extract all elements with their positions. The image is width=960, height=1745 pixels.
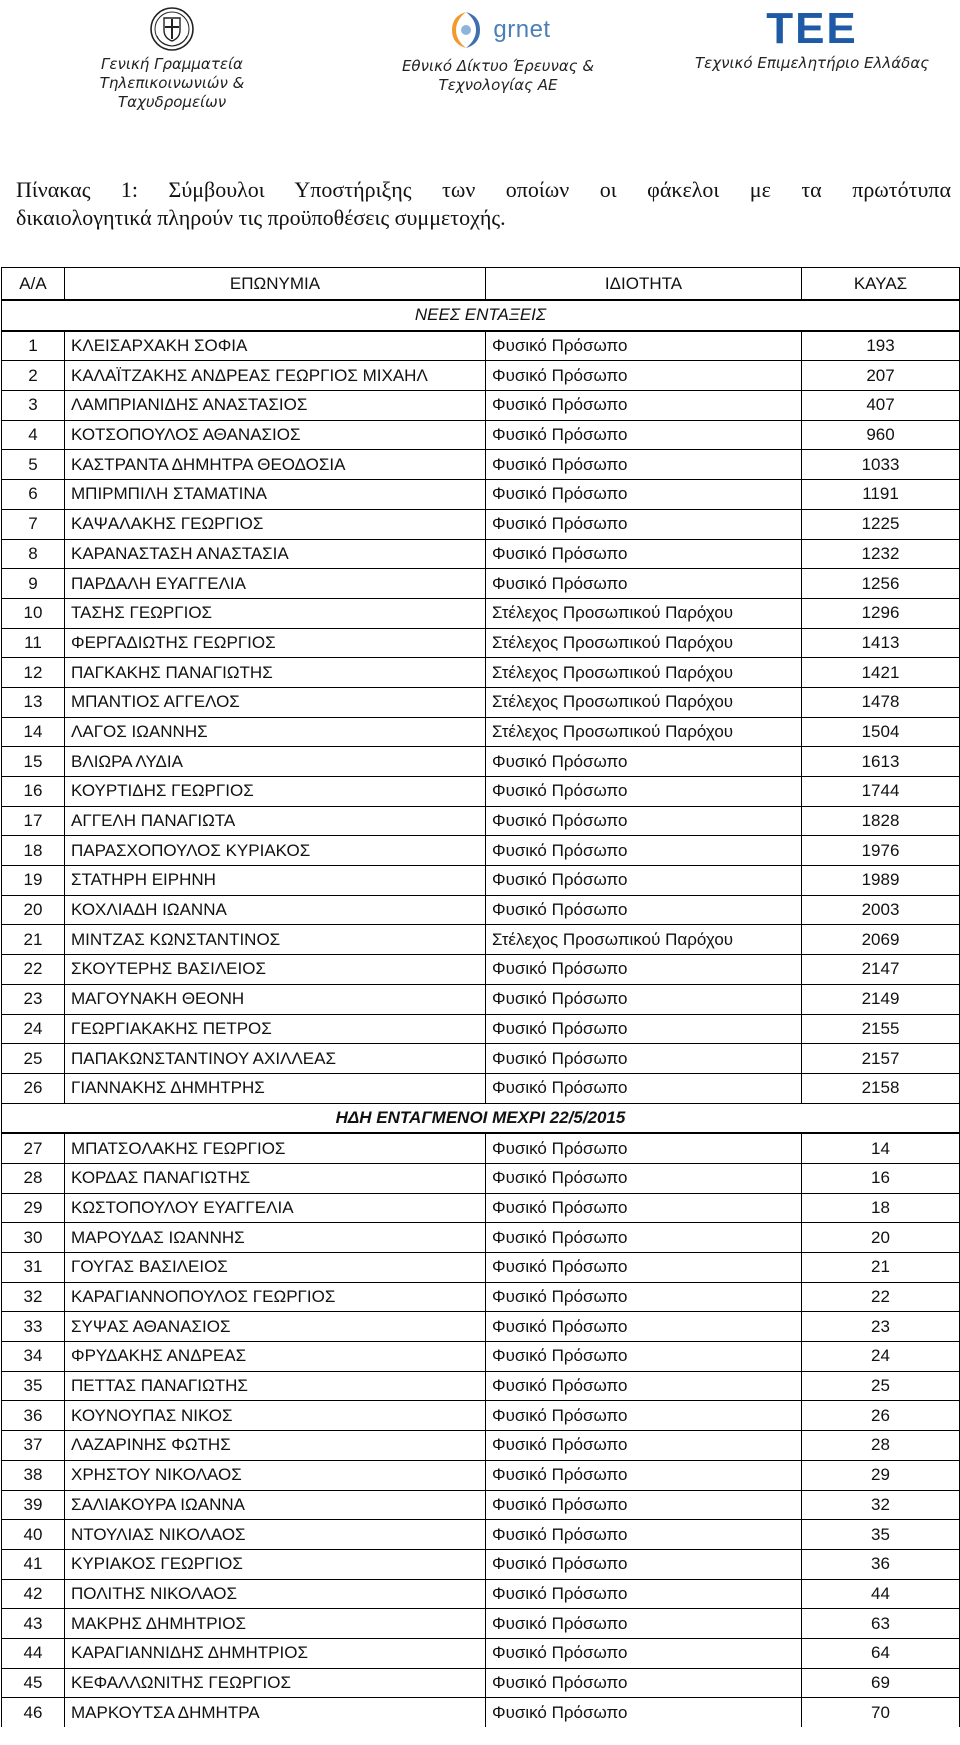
kayas-code: 69: [802, 1668, 960, 1698]
advisor-name: ΧΡΗΣΤΟΥ ΝΙΚΟΛΑΟΣ: [65, 1460, 486, 1490]
advisor-name: ΣΤΑΤΗΡΗ ΕΙΡΗΝΗ: [65, 866, 486, 896]
kayas-code: 1976: [802, 836, 960, 866]
table-row: [2, 509, 960, 539]
tee-logo: [682, 6, 942, 73]
row-number: 11: [2, 628, 65, 658]
advisor-name: ΣΚΟΥΤΕΡΗΣ ΒΑΣΙΛΕΙΟΣ: [65, 955, 486, 985]
row-number: 32: [2, 1282, 65, 1312]
row-number: 5: [2, 450, 65, 480]
table-row: [2, 747, 960, 777]
table-row: [2, 539, 960, 569]
advisor-role: Φυσικό Πρόσωπο: [486, 1549, 802, 1579]
advisor-role: Στέλεχος Προσωπικού Παρόχου: [486, 658, 802, 688]
table-row: [2, 480, 960, 510]
row-number: 17: [2, 806, 65, 836]
row-number: 27: [2, 1133, 65, 1163]
advisor-role: Φυσικό Πρόσωπο: [486, 1490, 802, 1520]
table-row: [2, 1044, 960, 1074]
kayas-code: 1225: [802, 509, 960, 539]
ggtp-logo: [52, 6, 292, 112]
kayas-code: 23: [802, 1312, 960, 1342]
kayas-code: 20: [802, 1223, 960, 1253]
advisor-role: Φυσικό Πρόσωπο: [486, 1401, 802, 1431]
table-row: [2, 984, 960, 1014]
grnet-name-line1: Εθνικό Δίκτυο Έρευνας &: [401, 57, 595, 75]
kayas-code: 2147: [802, 955, 960, 985]
row-number: 46: [2, 1698, 65, 1727]
kayas-code: 18: [802, 1193, 960, 1223]
advisor-name: ΚΑΡΑΓΙΑΝΝΙΔΗΣ ΔΗΜΗΤΡΙΟΣ: [65, 1638, 486, 1668]
advisor-name: ΚΟΧΛΙΑΔΗ ΙΩΑΝΝΑ: [65, 895, 486, 925]
kayas-code: 1296: [802, 598, 960, 628]
advisor-name: ΚΟΥΡΤΙΔΗΣ ΓΕΩΡΓΙΟΣ: [65, 777, 486, 807]
advisor-role: Φυσικό Πρόσωπο: [486, 1163, 802, 1193]
advisor-role: Φυσικό Πρόσωπο: [486, 509, 802, 539]
advisor-role: Φυσικό Πρόσωπο: [486, 984, 802, 1014]
advisor-name: ΦΕΡΓΑΔΙΩΤΗΣ ΓΕΩΡΓΙΟΣ: [65, 628, 486, 658]
table-row: [2, 1668, 960, 1698]
kayas-code: 1421: [802, 658, 960, 688]
ggtp-name-line1: Γενική Γραμματεία: [101, 55, 243, 73]
row-number: 15: [2, 747, 65, 777]
advisor-role: Φυσικό Πρόσωπο: [486, 1312, 802, 1342]
kayas-code: 22: [802, 1282, 960, 1312]
advisor-name: ΚΑΨΑΛΑΚΗΣ ΓΕΩΡΓΙΟΣ: [65, 509, 486, 539]
advisor-role: Φυσικό Πρόσωπο: [486, 331, 802, 361]
table-row: [2, 598, 960, 628]
kayas-code: 2155: [802, 1014, 960, 1044]
table-row: [2, 1163, 960, 1193]
row-number: 1: [2, 331, 65, 361]
col-header-aa: Α/Α: [2, 268, 65, 301]
row-number: 26: [2, 1073, 65, 1103]
advisor-name: ΚΟΥΝΟΥΠΑΣ ΝΙΚΟΣ: [65, 1401, 486, 1431]
row-number: 41: [2, 1549, 65, 1579]
advisor-name: ΜΑΚΡΗΣ ΔΗΜΗΤΡΙΟΣ: [65, 1609, 486, 1639]
advisor-role: Φυσικό Πρόσωπο: [486, 1520, 802, 1550]
kayas-code: 407: [802, 391, 960, 421]
advisor-role: Φυσικό Πρόσωπο: [486, 1223, 802, 1253]
kayas-code: 44: [802, 1579, 960, 1609]
advisor-name: ΤΑΣΗΣ ΓΕΩΡΓΙΟΣ: [65, 598, 486, 628]
advisor-name: ΜΑΡΚΟΥΤΣΑ ΔΗΜΗΤΡΑ: [65, 1698, 486, 1727]
table-row: [2, 1342, 960, 1372]
advisor-role: Φυσικό Πρόσωπο: [486, 955, 802, 985]
kayas-code: 2149: [802, 984, 960, 1014]
advisor-name: ΠΟΛΙΤΗΣ ΝΙΚΟΛΑΟΣ: [65, 1579, 486, 1609]
advisor-role: Φυσικό Πρόσωπο: [486, 1253, 802, 1283]
advisor-role: Φυσικό Πρόσωπο: [486, 1133, 802, 1163]
table-row: [2, 1549, 960, 1579]
table-row: [2, 1490, 960, 1520]
row-number: 12: [2, 658, 65, 688]
row-number: 6: [2, 480, 65, 510]
kayas-code: 1504: [802, 717, 960, 747]
kayas-code: 64: [802, 1638, 960, 1668]
advisor-name: ΠΕΤΤΑΣ ΠΑΝΑΓΙΩΤΗΣ: [65, 1371, 486, 1401]
advisor-role: Φυσικό Πρόσωπο: [486, 1668, 802, 1698]
advisor-name: ΦΡΥΔΑΚΗΣ ΑΝΔΡΕΑΣ: [65, 1342, 486, 1372]
kayas-code: 1191: [802, 480, 960, 510]
table-row: [2, 1698, 960, 1727]
advisor-name: ΜΠΙΡΜΠΙΛΗ ΣΤΑΜΑΤΙΝΑ: [65, 480, 486, 510]
table-row: [2, 1282, 960, 1312]
row-number: 45: [2, 1668, 65, 1698]
advisor-name: ΜΠΑΝΤΙΟΣ ΑΓΓΕΛΟΣ: [65, 687, 486, 717]
row-number: 40: [2, 1520, 65, 1550]
advisor-name: ΣΑΛΙΑΚΟΥΡΑ ΙΩΑΝΝΑ: [65, 1490, 486, 1520]
table-caption-line2: δικαιολογητικά πληρούν τις προϋποθέσεις συμμετοχής.: [16, 205, 506, 230]
advisor-name: ΓΟΥΓΑΣ ΒΑΣΙΛΕΙΟΣ: [65, 1253, 486, 1283]
table-row: [2, 361, 960, 391]
advisor-name: ΚΕΦΑΛΛΩΝΙΤΗΣ ΓΕΩΡΓΙΟΣ: [65, 1668, 486, 1698]
kayas-code: 1478: [802, 687, 960, 717]
advisor-name: ΓΙΑΝΝΑΚΗΣ ΔΗΜΗΤΡΗΣ: [65, 1073, 486, 1103]
table-row: [2, 1579, 960, 1609]
section-already-integrated: [2, 1103, 960, 1133]
advisor-role: Φυσικό Πρόσωπο: [486, 1371, 802, 1401]
kayas-code: 24: [802, 1342, 960, 1372]
row-number: 20: [2, 895, 65, 925]
advisor-role: Φυσικό Πρόσωπο: [486, 836, 802, 866]
kayas-code: 2069: [802, 925, 960, 955]
advisor-role: Φυσικό Πρόσωπο: [486, 450, 802, 480]
advisor-name: ΚΑΣΤΡΑΝΤΑ ΔΗΜΗΤΡΑ ΘΕΟΔΟΣΙΑ: [65, 450, 486, 480]
advisor-name: ΠΑΡΔΑΛΗ ΕΥΑΓΓΕΛΙΑ: [65, 569, 486, 599]
advisor-role: Φυσικό Πρόσωπο: [486, 806, 802, 836]
advisor-role: Φυσικό Πρόσωπο: [486, 895, 802, 925]
row-number: 13: [2, 687, 65, 717]
kayas-code: 207: [802, 361, 960, 391]
row-number: 2: [2, 361, 65, 391]
table-row: [2, 836, 960, 866]
row-number: 24: [2, 1014, 65, 1044]
table-row: [2, 806, 960, 836]
col-header-kayas: ΚΑΥΑΣ: [802, 268, 960, 301]
col-header-name: ΕΠΩΝΥΜΙΑ: [65, 268, 486, 301]
advisor-role: Φυσικό Πρόσωπο: [486, 480, 802, 510]
kayas-code: 63: [802, 1609, 960, 1639]
row-number: 19: [2, 866, 65, 896]
row-number: 34: [2, 1342, 65, 1372]
table-row: [2, 331, 960, 361]
row-number: 30: [2, 1223, 65, 1253]
advisor-role: Στέλεχος Προσωπικού Παρόχου: [486, 925, 802, 955]
kayas-code: 1033: [802, 450, 960, 480]
advisor-name: ΜΠΑΤΣΟΛΑΚΗΣ ΓΕΩΡΓΙΟΣ: [65, 1133, 486, 1163]
row-number: 28: [2, 1163, 65, 1193]
kayas-code: 26: [802, 1401, 960, 1431]
advisor-role: Φυσικό Πρόσωπο: [486, 777, 802, 807]
advisor-name: ΚΩΣΤΟΠΟΥΛΟΥ ΕΥΑΓΓΕΛΙΑ: [65, 1193, 486, 1223]
table-row: [2, 1431, 960, 1461]
table-row: [2, 955, 960, 985]
row-number: 44: [2, 1638, 65, 1668]
table-row: [2, 450, 960, 480]
grnet-wordmark: grnet: [493, 16, 551, 43]
row-number: 43: [2, 1609, 65, 1639]
kayas-code: 28: [802, 1431, 960, 1461]
table-row: [2, 895, 960, 925]
advisor-name: ΠΑΡΑΣΧΟΠΟΥΛΟΣ ΚΥΡΙΑΚΟΣ: [65, 836, 486, 866]
logo-header: [0, 0, 960, 110]
kayas-code: 1413: [802, 628, 960, 658]
table-row: [2, 866, 960, 896]
advisor-name: ΓΕΩΡΓΙΑΚΑΚΗΣ ΠΕΤΡΟΣ: [65, 1014, 486, 1044]
kayas-code: 32: [802, 1490, 960, 1520]
table-row: [2, 1014, 960, 1044]
table-row: [2, 658, 960, 688]
grnet-logo-icon: [445, 8, 487, 52]
table-caption: [16, 176, 951, 232]
row-number: 8: [2, 539, 65, 569]
tee-logo-icon: ΤΕΕ: [766, 4, 858, 53]
kayas-code: 25: [802, 1371, 960, 1401]
advisor-role: Στέλεχος Προσωπικού Παρόχου: [486, 687, 802, 717]
table-row: [2, 1312, 960, 1342]
table-row: [2, 717, 960, 747]
advisor-name: ΚΟΡΔΑΣ ΠΑΝΑΓΙΩΤΗΣ: [65, 1163, 486, 1193]
advisor-role: Φυσικό Πρόσωπο: [486, 1014, 802, 1044]
advisor-name: ΚΑΛΑΪΤΖΑΚΗΣ ΑΝΔΡΕΑΣ ΓΕΩΡΓΙΟΣ ΜΙΧΑΗΛ: [65, 361, 486, 391]
table-caption-line1: Πίνακας 1: Σύμβουλοι Υποστήριξης των οποίων οι φάκελοι με τα πρωτότυπα: [16, 177, 951, 202]
table-row: [2, 1460, 960, 1490]
kayas-code: 36: [802, 1549, 960, 1579]
row-number: 7: [2, 509, 65, 539]
advisors-table: [1, 267, 960, 1727]
table-row: [2, 1253, 960, 1283]
advisor-role: Φυσικό Πρόσωπο: [486, 391, 802, 421]
advisor-name: ΛΑΖΑΡΙΝΗΣ ΦΩΤΗΣ: [65, 1431, 486, 1461]
advisor-name: ΣΥΨΑΣ ΑΘΑΝΑΣΙΟΣ: [65, 1312, 486, 1342]
row-number: 3: [2, 391, 65, 421]
row-number: 38: [2, 1460, 65, 1490]
table-row: [2, 628, 960, 658]
advisor-name: ΜΑΡΟΥΔΑΣ ΙΩΑΝΝΗΣ: [65, 1223, 486, 1253]
advisor-name: ΛΑΜΠΡΙΑΝΙΔΗΣ ΑΝΑΣΤΑΣΙΟΣ: [65, 391, 486, 421]
row-number: 21: [2, 925, 65, 955]
kayas-code: 2003: [802, 895, 960, 925]
advisor-name: ΜΙΝΤΖΑΣ ΚΩΝΣΤΑΝΤΙΝΟΣ: [65, 925, 486, 955]
advisor-role: Φυσικό Πρόσωπο: [486, 1342, 802, 1372]
hellenic-emblem-icon: [149, 6, 195, 52]
advisor-role: Φυσικό Πρόσωπο: [486, 1431, 802, 1461]
advisor-name: ΚΟΤΣΟΠΟΥΛΟΣ ΑΘΑΝΑΣΙΟΣ: [65, 420, 486, 450]
advisor-name: ΚΑΡΑΓΙΑΝΝΟΠΟΥΛΟΣ ΓΕΩΡΓΙΟΣ: [65, 1282, 486, 1312]
kayas-code: 16: [802, 1163, 960, 1193]
row-number: 35: [2, 1371, 65, 1401]
advisor-role: Φυσικό Πρόσωπο: [486, 1638, 802, 1668]
table-row: [2, 1520, 960, 1550]
grnet-logo: [388, 6, 608, 95]
row-number: 4: [2, 420, 65, 450]
table-row: [2, 1401, 960, 1431]
kayas-code: 2158: [802, 1073, 960, 1103]
advisor-role: Φυσικό Πρόσωπο: [486, 747, 802, 777]
advisor-role: Φυσικό Πρόσωπο: [486, 420, 802, 450]
row-number: 33: [2, 1312, 65, 1342]
ggtp-name-line2: Τηλεπικοινωνιών & Ταχυδρομείων: [99, 74, 245, 111]
advisor-role: Στέλεχος Προσωπικού Παρόχου: [486, 628, 802, 658]
advisor-name: ΠΑΓΚΑΚΗΣ ΠΑΝΑΓΙΩΤΗΣ: [65, 658, 486, 688]
row-number: 42: [2, 1579, 65, 1609]
advisor-role: Στέλεχος Προσωπικού Παρόχου: [486, 598, 802, 628]
section-title: ΗΔΗ ΕΝΤΑΓΜΕΝΟΙ ΜΕΧΡΙ 22/5/2015: [2, 1103, 960, 1133]
kayas-code: 960: [802, 420, 960, 450]
kayas-code: 1256: [802, 569, 960, 599]
advisor-name: ΝΤΟΥΛΙΑΣ ΝΙΚΟΛΑΟΣ: [65, 1520, 486, 1550]
advisor-role: Στέλεχος Προσωπικού Παρόχου: [486, 717, 802, 747]
row-number: 10: [2, 598, 65, 628]
advisor-role: Φυσικό Πρόσωπο: [486, 569, 802, 599]
kayas-code: 70: [802, 1698, 960, 1727]
advisor-role: Φυσικό Πρόσωπο: [486, 1044, 802, 1074]
row-number: 18: [2, 836, 65, 866]
kayas-code: 1744: [802, 777, 960, 807]
table-row: [2, 1638, 960, 1668]
row-number: 29: [2, 1193, 65, 1223]
advisor-role: Φυσικό Πρόσωπο: [486, 361, 802, 391]
advisor-role: Φυσικό Πρόσωπο: [486, 1282, 802, 1312]
section-new-entries: [2, 300, 960, 331]
kayas-code: 1828: [802, 806, 960, 836]
table-row: [2, 420, 960, 450]
kayas-code: 193: [802, 331, 960, 361]
grnet-name-line2: Τεχνολογίας ΑΕ: [438, 76, 558, 94]
table-row: [2, 1371, 960, 1401]
advisor-name: ΠΑΠΑΚΩΝΣΤΑΝΤΙΝΟΥ ΑΧΙΛΛΕΑΣ: [65, 1044, 486, 1074]
kayas-code: 1232: [802, 539, 960, 569]
table-row: [2, 569, 960, 599]
kayas-code: 29: [802, 1460, 960, 1490]
advisor-role: Φυσικό Πρόσωπο: [486, 539, 802, 569]
advisor-role: Φυσικό Πρόσωπο: [486, 1698, 802, 1727]
table-row: [2, 777, 960, 807]
row-number: 23: [2, 984, 65, 1014]
advisor-name: ΒΛΙΩΡΑ ΛΥΔΙΑ: [65, 747, 486, 777]
tee-name-line1: Τεχνικό Επιμελητήριο Ελλάδας: [694, 54, 930, 72]
section-title: ΝΕΕΣ ΕΝΤΑΞΕΙΣ: [2, 300, 960, 331]
advisor-role: Φυσικό Πρόσωπο: [486, 1609, 802, 1639]
advisor-name: ΚΛΕΙΣΑΡΧΑΚΗ ΣΟΦΙΑ: [65, 331, 486, 361]
row-number: 16: [2, 777, 65, 807]
advisor-name: ΛΑΓΟΣ ΙΩΑΝΝΗΣ: [65, 717, 486, 747]
advisor-role: Φυσικό Πρόσωπο: [486, 1579, 802, 1609]
advisor-role: Φυσικό Πρόσωπο: [486, 1193, 802, 1223]
table-row: [2, 391, 960, 421]
advisor-role: Φυσικό Πρόσωπο: [486, 1460, 802, 1490]
row-number: 14: [2, 717, 65, 747]
advisor-name: ΚΥΡΙΑΚΟΣ ΓΕΩΡΓΙΟΣ: [65, 1549, 486, 1579]
kayas-code: 1989: [802, 866, 960, 896]
table-row: [2, 1193, 960, 1223]
advisor-name: ΑΓΓΕΛΗ ΠΑΝΑΓΙΩΤΑ: [65, 806, 486, 836]
advisor-role: Φυσικό Πρόσωπο: [486, 1073, 802, 1103]
table-row: [2, 1133, 960, 1163]
row-number: 31: [2, 1253, 65, 1283]
table-row: [2, 1223, 960, 1253]
row-number: 25: [2, 1044, 65, 1074]
table-row: [2, 687, 960, 717]
table-header-row: [2, 268, 960, 301]
row-number: 37: [2, 1431, 65, 1461]
kayas-code: 14: [802, 1133, 960, 1163]
row-number: 36: [2, 1401, 65, 1431]
table-row: [2, 925, 960, 955]
kayas-code: 2157: [802, 1044, 960, 1074]
advisor-name: ΜΑΓΟΥΝΑΚΗ ΘΕΟΝΗ: [65, 984, 486, 1014]
row-number: 22: [2, 955, 65, 985]
kayas-code: 35: [802, 1520, 960, 1550]
col-header-role: ΙΔΙΟΤΗΤΑ: [486, 268, 802, 301]
advisor-name: ΚΑΡΑΝΑΣΤΑΣΗ ΑΝΑΣΤΑΣΙΑ: [65, 539, 486, 569]
kayas-code: 21: [802, 1253, 960, 1283]
kayas-code: 1613: [802, 747, 960, 777]
table-row: [2, 1073, 960, 1103]
row-number: 9: [2, 569, 65, 599]
advisor-role: Φυσικό Πρόσωπο: [486, 866, 802, 896]
row-number: 39: [2, 1490, 65, 1520]
table-row: [2, 1609, 960, 1639]
